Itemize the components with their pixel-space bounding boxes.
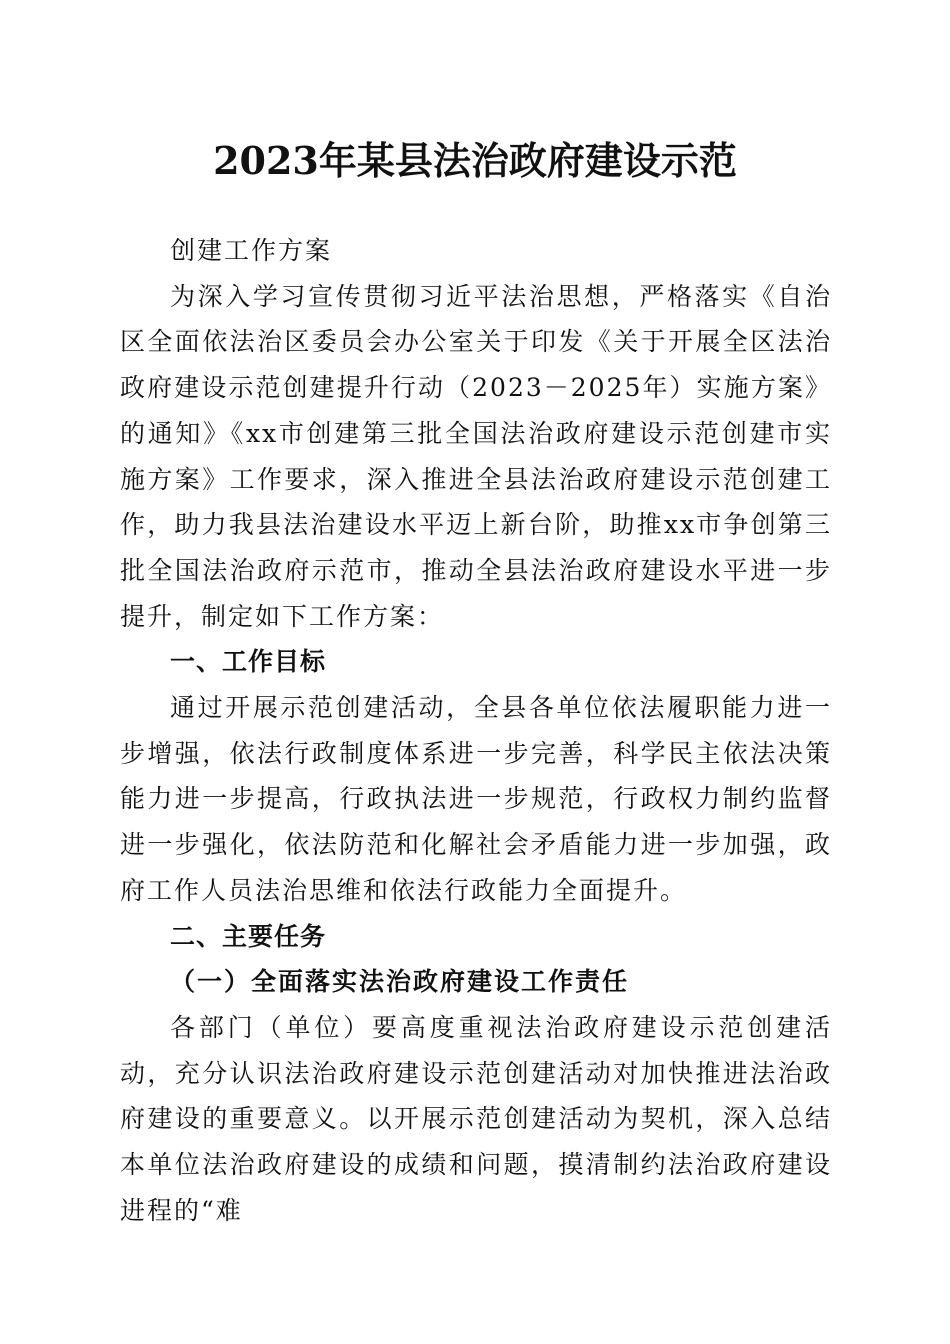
document-title: 2023年某县法治政府建设示范 bbox=[213, 138, 737, 183]
section-heading-goals: 一、工作目标 bbox=[170, 647, 327, 677]
intro-paragraph: 为深入学习宣传贯彻习近平法治思想，严格落实《自治区全面依法治区委员会办公室关于印发《关于开展全区法治政府建设示范创建提升行动（2023－2025年）实施方案》的通知》《xx市创建第三批全国法治政府建设示范创建市实施方案》工作要求，深入推进全县法治政府建设示范创建工作，助力我县法治建设水平迈上新台阶，助推xx市争创第三批全国法治政府示范市，推动全县法治政府建设水平进一步提升，制定如下工作方案： bbox=[120, 281, 832, 631]
subsection-heading-responsibility: （一）全面落实法治政府建设工作责任 bbox=[170, 967, 630, 997]
responsibility-paragraph: 各部门（单位）要高度重视法治政府建设示范创建活动，充分认识法治政府建设示范创建活动对加快推进法治政府建设的重要意义。以开展示范创建活动为契机，深入总结本单位法治政府建设的成绩和问题，摸清制约法治政府建设进程的“难 bbox=[120, 1012, 832, 1225]
goals-paragraph: 通过开展示范创建活动，全县各单位依法履职能力进一步增强，依法行政制度体系进一步完善，科学民主依法决策能力进一步提高，行政执法进一步规范，行政权力制约监督进一步强化，依法防范和化解社会矛盾能力进一步加强，政府工作人员法治思维和依法行政能力全面提升。 bbox=[120, 693, 832, 905]
document-subtitle: 创建工作方案 bbox=[170, 236, 333, 265]
document-body bbox=[120, 228, 832, 1233]
section-heading-tasks: 二、主要任务 bbox=[170, 921, 327, 951]
